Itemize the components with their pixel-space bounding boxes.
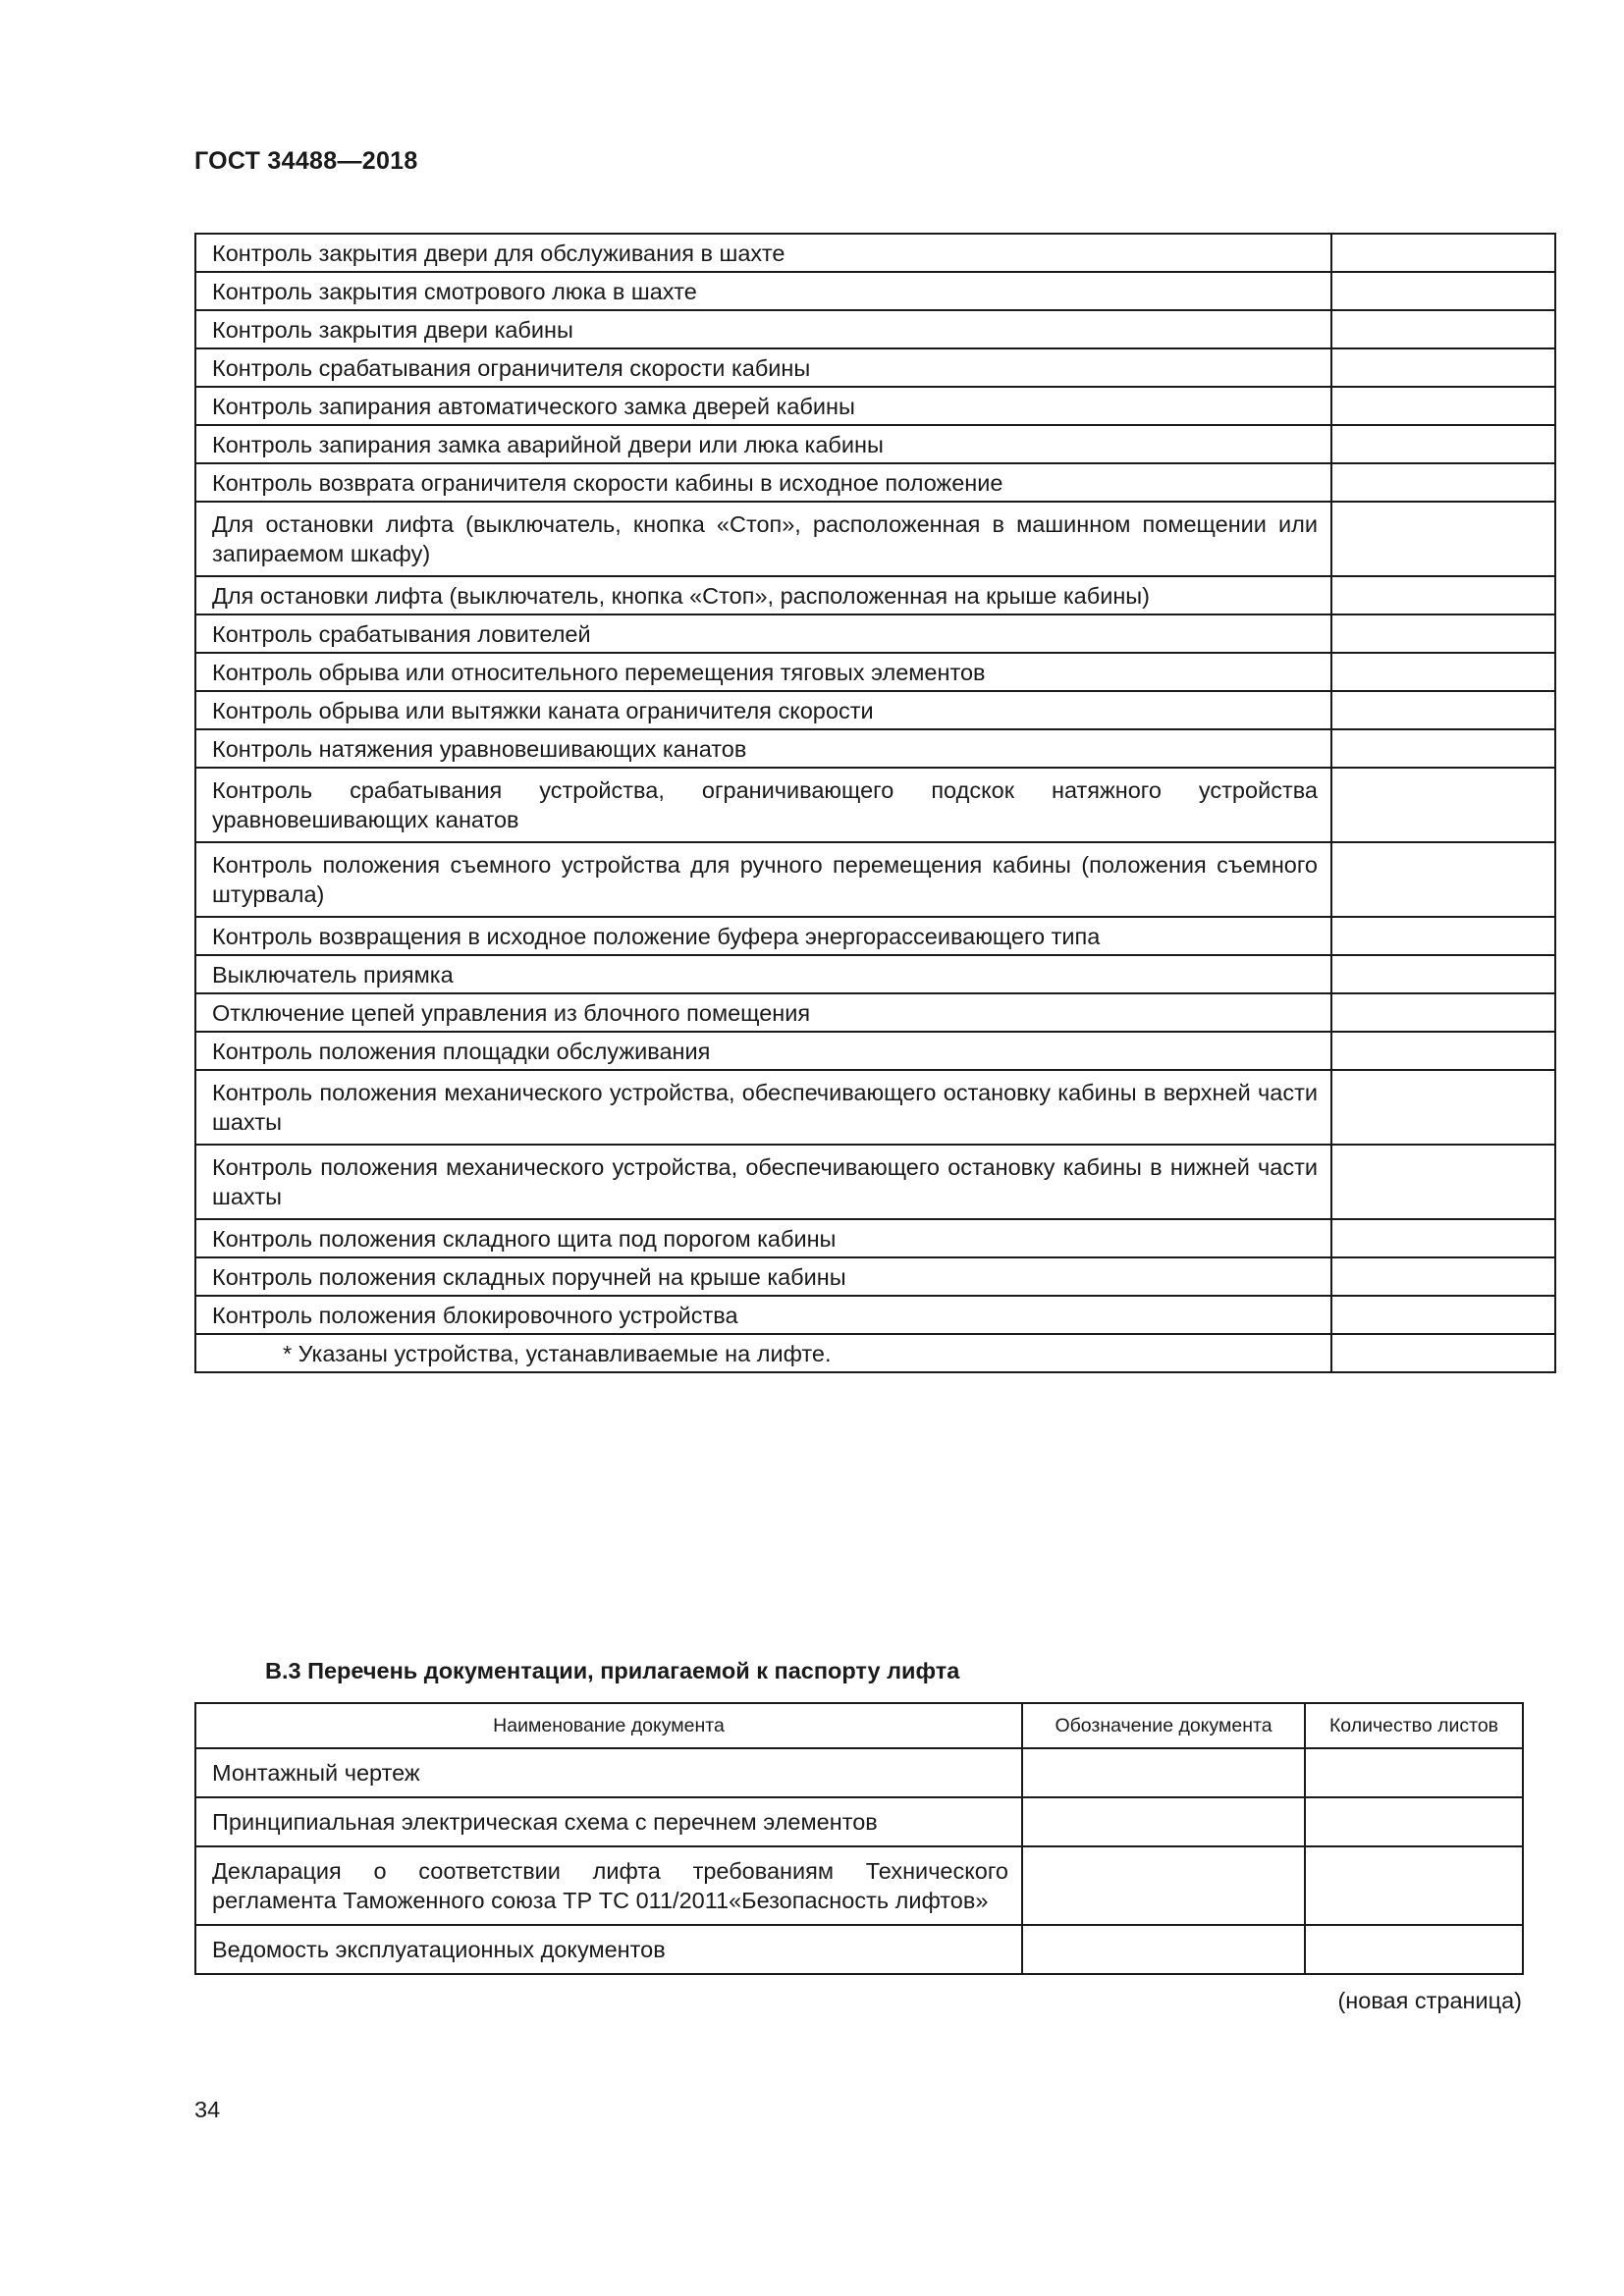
value-cell [1331,425,1555,463]
device-name: Контроль положения складного щита под порогом кабины [195,1219,1331,1257]
table-row [195,234,1555,272]
value-cell [1331,1334,1555,1372]
table-row [195,576,1555,614]
device-name: Контроль срабатывания ловителей [195,614,1331,653]
value-cell [1331,1145,1555,1219]
value-cell [1331,387,1555,425]
value-cell [1331,768,1555,842]
value-cell [1331,1257,1555,1296]
table-row [195,310,1555,348]
designation-cell [1022,1846,1305,1925]
table-row [195,272,1555,310]
table-row [195,463,1555,502]
document-name: Принципиальная электрическая схема с перечнем элементов [195,1797,1022,1846]
device-name: Контроль обрыва или относительного перемещения тяговых элементов [195,653,1331,691]
table-row [195,425,1555,463]
device-name: Отключение цепей управления из блочного помещения [195,993,1331,1032]
table-row [195,387,1555,425]
table-footnote: * Указаны устройства, устанавливаемые на лифте. [195,1334,1331,1372]
device-name: Контроль положения механического устройства, обеспечивающего остановку кабины в верхней части шахты [195,1070,1331,1145]
device-name: Контроль положения площадки обслуживания [195,1032,1331,1070]
column-header-designation: Обозначение документа [1022,1703,1305,1748]
table-row [195,1257,1555,1296]
value-cell [1331,576,1555,614]
device-name: Контроль срабатывания устройства, ограничивающего подскок натяжного устройства уравновешивающих канатов [195,768,1331,842]
table-row [195,768,1555,842]
value-cell [1331,348,1555,387]
sheets-cell [1305,1846,1523,1925]
value-cell [1331,502,1555,576]
column-header-name: Наименование документа [195,1703,1022,1748]
page-number: 34 [194,2097,221,2122]
document-name: Монтажный чертеж [195,1748,1022,1797]
value-cell [1331,614,1555,653]
sheets-cell [1305,1925,1523,1974]
table-row [195,1925,1523,1974]
section-title: В.3 Перечень документации, прилагаемой к паспорту лифта [265,1658,960,1683]
designation-cell [1022,1797,1305,1846]
table-row [195,653,1555,691]
device-name: Контроль срабатывания ограничителя скорости кабины [195,348,1331,387]
table-row [195,1748,1523,1797]
document-name: Ведомость эксплуатационных документов [195,1925,1022,1974]
device-name: Контроль возврата ограничителя скорости кабины в исходное положение [195,463,1331,502]
device-name: Контроль закрытия двери для обслуживания в шахте [195,234,1331,272]
table-row [195,955,1555,993]
table-row [195,1219,1555,1257]
table-row [195,1846,1523,1925]
table-row [195,1070,1555,1145]
value-cell [1331,653,1555,691]
documents-table [194,1702,1524,1975]
device-name: Контроль запирания автоматического замка дверей кабины [195,387,1331,425]
device-name: Для остановки лифта (выключатель, кнопка «Стоп», расположенная на крыше кабины) [195,576,1331,614]
table-row [195,842,1555,917]
device-name: Контроль натяжения уравновешивающих канатов [195,729,1331,768]
value-cell [1331,917,1555,955]
table-row [195,729,1555,768]
new-page-note: (новая страница) [1337,1988,1522,2013]
value-cell [1331,729,1555,768]
column-header-sheets: Количество листов [1305,1703,1523,1748]
document-name: Декларация о соответствии лифта требованиям Технического регламента Таможенного союза ТР ТС 011/2011«Безопасность лифтов» [195,1846,1022,1925]
value-cell [1331,1032,1555,1070]
value-cell [1331,310,1555,348]
table-row [195,691,1555,729]
device-name: Контроль закрытия смотрового люка в шахте [195,272,1331,310]
table-row [195,1296,1555,1334]
value-cell [1331,955,1555,993]
device-name: Контроль закрытия двери кабины [195,310,1331,348]
table-header-row [195,1703,1523,1748]
table-row [195,1797,1523,1846]
table-note-row [195,1334,1555,1372]
device-name: Для остановки лифта (выключатель, кнопка «Стоп», расположенная в машинном помещении или запираемом шкафу) [195,502,1331,576]
device-name: Контроль положения съемного устройства для ручного перемещения кабины (положения съемного штурвала) [195,842,1331,917]
table-row [195,917,1555,955]
table-row [195,348,1555,387]
device-name: Контроль положения механического устройства, обеспечивающего остановку кабины в нижней части шахты [195,1145,1331,1219]
value-cell [1331,272,1555,310]
device-name: Контроль положения складных поручней на крыше кабины [195,1257,1331,1296]
value-cell [1331,1070,1555,1145]
devices-table [194,233,1556,1373]
device-name: Контроль обрыва или вытяжки каната ограничителя скорости [195,691,1331,729]
value-cell [1331,463,1555,502]
device-name: Контроль запирания замка аварийной двери или люка кабины [195,425,1331,463]
table-row [195,1145,1555,1219]
value-cell [1331,691,1555,729]
value-cell [1331,234,1555,272]
value-cell [1331,1296,1555,1334]
value-cell [1331,993,1555,1032]
table-row [195,993,1555,1032]
device-name: Выключатель приямка [195,955,1331,993]
table-row [195,614,1555,653]
table-row [195,502,1555,576]
device-name: Контроль возвращения в исходное положение буфера энергорассеивающего типа [195,917,1331,955]
value-cell [1331,1219,1555,1257]
table-row [195,1032,1555,1070]
sheets-cell [1305,1748,1523,1797]
device-name: Контроль положения блокировочного устройства [195,1296,1331,1334]
value-cell [1331,842,1555,917]
sheets-cell [1305,1797,1523,1846]
standard-header: ГОСТ 34488—2018 [194,147,418,175]
designation-cell [1022,1925,1305,1974]
designation-cell [1022,1748,1305,1797]
